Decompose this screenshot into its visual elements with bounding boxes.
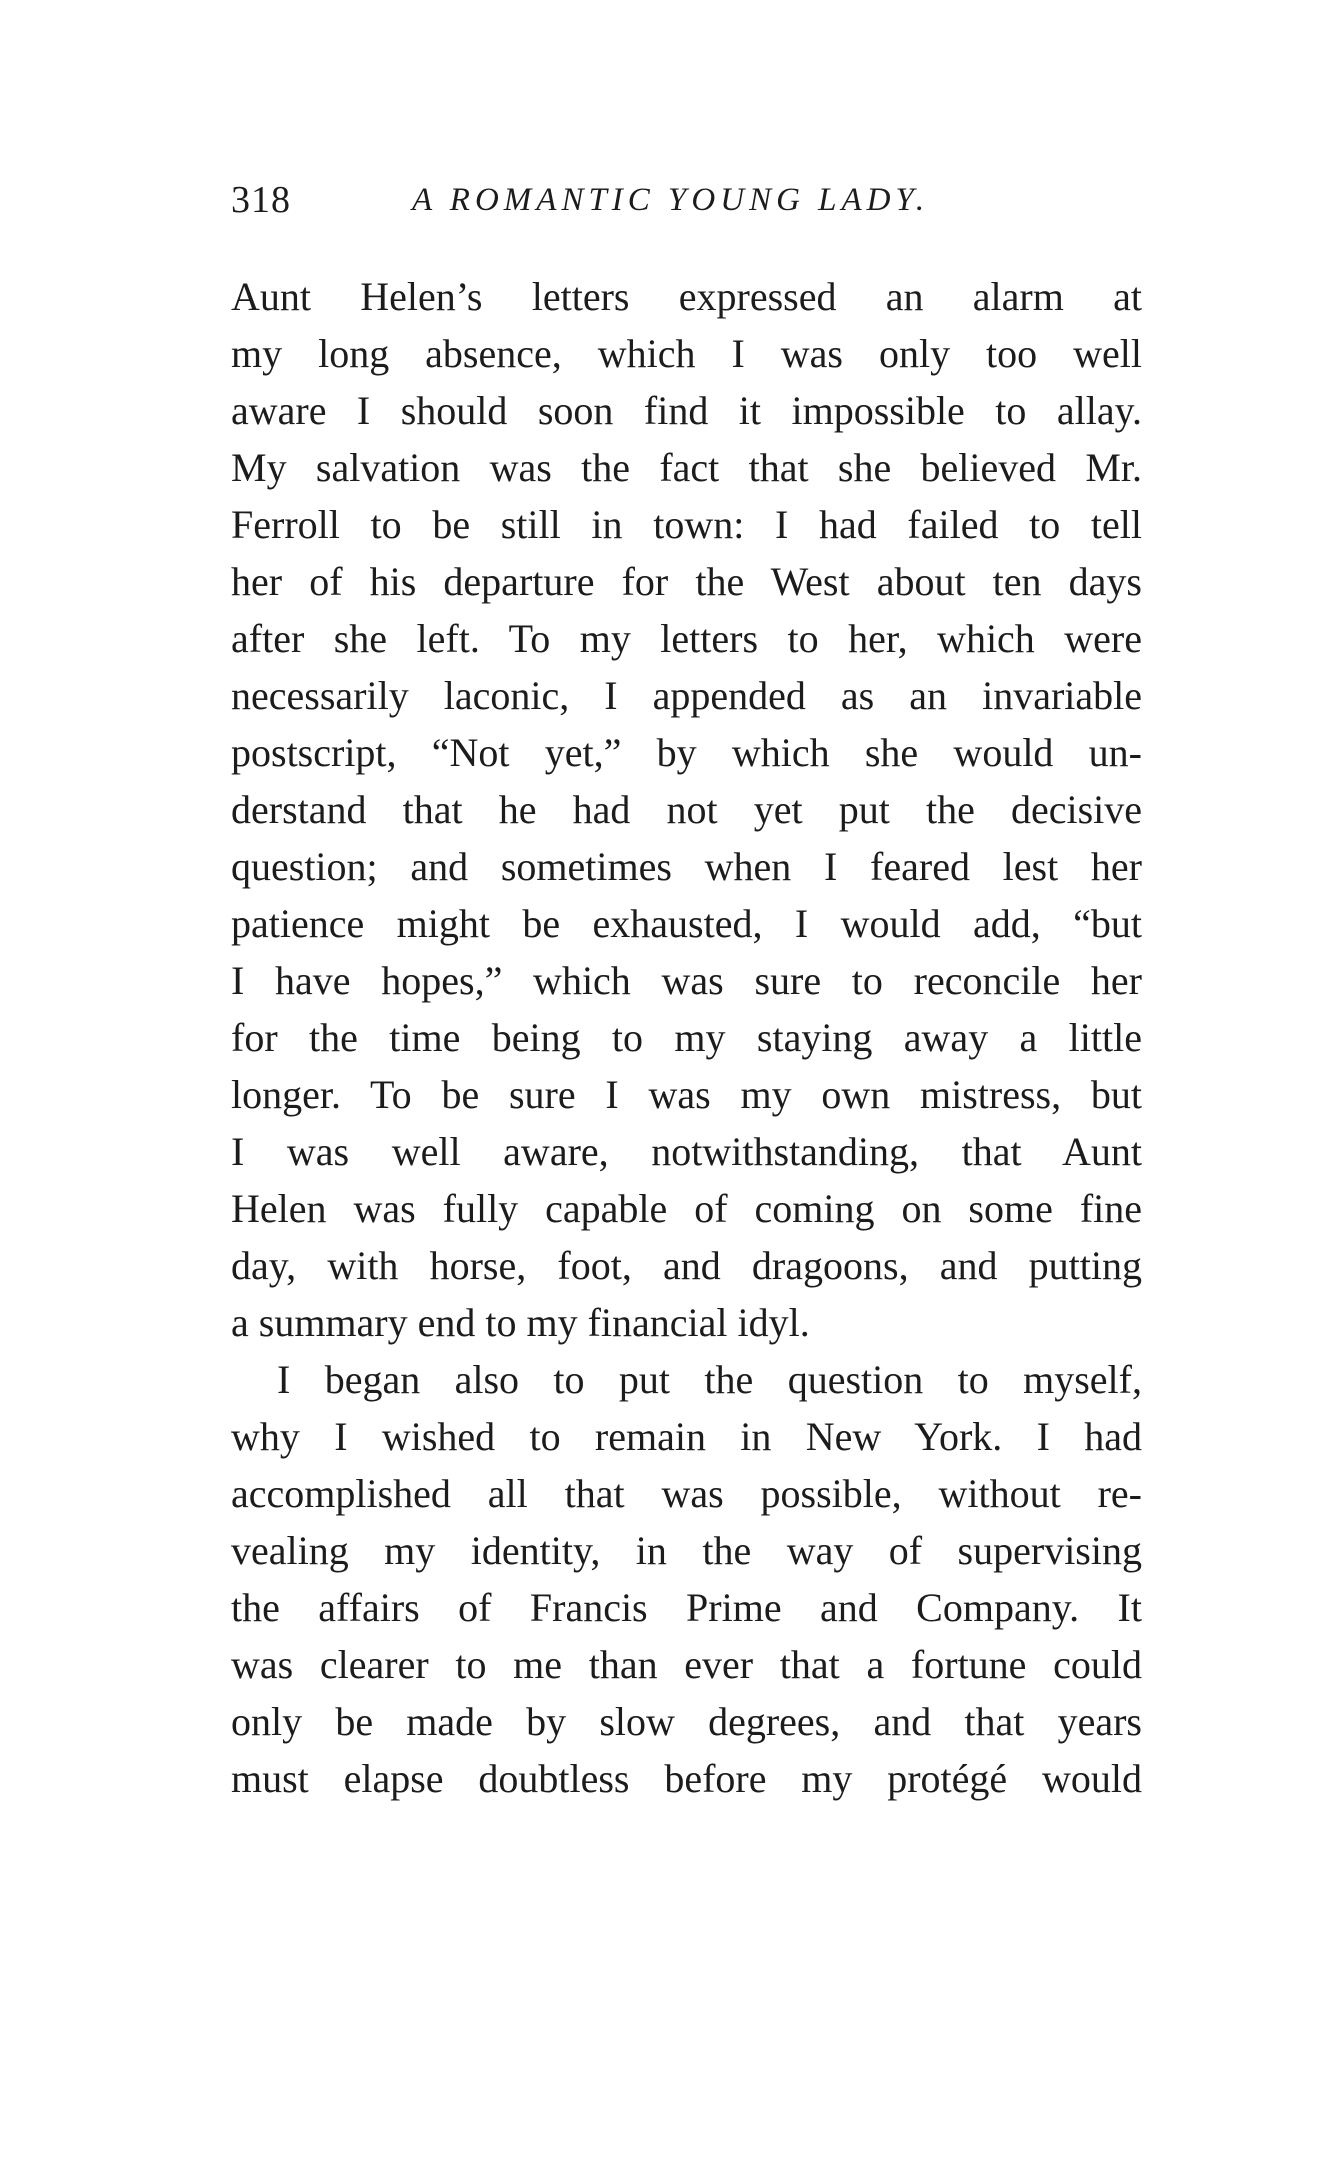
text-line: day, with horse, foot, and dragoons, and putting (231, 1243, 1142, 1288)
text-line: vealing my identity, in the way of supervising (231, 1528, 1142, 1573)
text-line: why I wished to remain in New York. I had (231, 1414, 1142, 1459)
text-line: for the time being to my staying away a little (231, 1015, 1142, 1060)
text-line: I was well aware, notwithstanding, that Aunt (231, 1129, 1142, 1174)
text-line: derstand that he had not yet put the decisive (231, 787, 1142, 832)
paragraph (231, 1351, 1142, 1807)
text-line: longer. To be sure I was my own mistress, but (231, 1072, 1142, 1117)
text-line: question; and sometimes when I feared lest her (231, 844, 1142, 889)
text-line: after she left. To my letters to her, which were (231, 616, 1142, 661)
text-line: patience might be exhausted, I would add, “but (231, 901, 1142, 946)
text-line: my long absence, which I was only too well (231, 331, 1142, 376)
text-line: her of his departure for the West about ten days (231, 559, 1142, 604)
page-number: 318 (231, 179, 291, 221)
text-line: was clearer to me than ever that a fortune could (231, 1642, 1142, 1687)
text-line: I began also to put the question to myself, (277, 1357, 1142, 1402)
page-header (231, 178, 1011, 238)
text-line: aware I should soon find it impossible to allay. (231, 388, 1142, 433)
text-line: must elapse doubtless before my protégé would (231, 1756, 1142, 1801)
text-line: the affairs of Francis Prime and Company. It (231, 1585, 1142, 1630)
text-line: My salvation was the fact that she believed Mr. (231, 445, 1142, 490)
text-line: Aunt Helen’s letters expressed an alarm at (231, 274, 1142, 319)
running-head: A ROMANTIC YOUNG LADY. (412, 182, 930, 218)
text-line: necessarily laconic, I appended as an invariable (231, 673, 1142, 718)
text-line: a summary end to my financial idyl. (231, 1300, 810, 1345)
text-line: postscript, “Not yet,” by which she would un- (231, 730, 1142, 775)
text-line: only be made by slow degrees, and that years (231, 1699, 1142, 1744)
paragraph (231, 268, 1142, 1351)
text-line: accomplished all that was possible, without re- (231, 1471, 1142, 1516)
text-line: Ferroll to be still in town: I had failed to tell (231, 502, 1142, 547)
body-text (231, 268, 1142, 1807)
text-line: I have hopes,” which was sure to reconcile her (231, 958, 1142, 1003)
text-line: Helen was fully capable of coming on some fine (231, 1186, 1142, 1231)
